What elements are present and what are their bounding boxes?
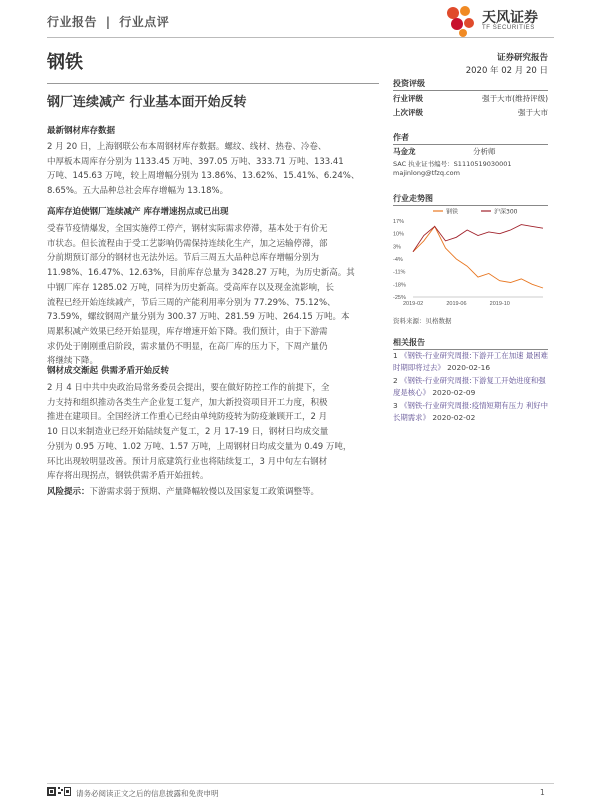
sector-title: 钢铁 [47,52,83,73]
related-report-1[interactable] [393,350,549,374]
rating-key: 上次评级 [393,108,423,117]
body-line: 2 月 4 日中共中央政治局常务委员会提出，要在做好防控工作的前提下，全 [47,383,330,393]
y-tick-label: -4% [393,257,403,263]
body-line: 流程已经开始连续减产，节后三周的产能利用率分别为 77.29%、75.12%、 [47,297,336,308]
rating-heading: 投资评级 [393,78,548,91]
legend-label: 沪深300 [494,208,518,216]
related-title[interactable]: 《钢铁-行业研究周报:下游复工开始进度和强度是核心》 [393,376,546,398]
rating-row-previous [393,107,548,118]
footer-divider [47,783,554,784]
body-line: 求仍处于刚刚重启阶段，需求量仍不明显，在高厂库的压力下，下周产量仍 [47,341,328,352]
related-date: 2020-02-16 [447,363,491,373]
related-num: 2 [393,376,398,385]
body-line: 万吨、145.63 万吨，较上周增幅分别为 13.86%、13.62%、15.41%、6.24%、 [47,171,360,182]
author-heading: 作者 [393,132,548,145]
report-date: 2020 年 02 月 20 日 [465,66,548,76]
author-name: 马金龙 [393,147,416,156]
risk-text: 下游需求弱于预期、产量降幅较慢以及国家复工政策调整等。 [89,487,320,497]
body-line: 中钢厂库存 1285.02 万吨，同样为历史新高。受高库存以及现金流影响，长 [47,282,335,293]
body-line: 11.98%、16.47%、12.63%，目前库存总量为 3428.27 万吨，为历史新高。其 [47,268,355,279]
body-line: 10 日以来制造业已经开始陆续复产复工，2 月 17-19 日，钢材日均成交量 [47,427,329,438]
rating-row-industry [393,93,548,104]
related-report-2[interactable] [393,375,549,399]
related-report-3[interactable] [393,400,549,424]
report-tag-separator: | [105,15,111,29]
report-type: 证券研究报告 [496,53,548,63]
y-tick-label: 3% [393,244,401,251]
report-category [47,13,169,30]
y-tick-label: 17% [393,219,405,225]
legend-label: 钢铁 [446,208,459,216]
related-heading: 相关报告 [393,337,548,350]
body-line: 2 月 20 日，上海钢联公布本周钢材库存数据。螺纹、线材、热卷、冷卷、 [47,142,327,152]
y-tick-label: 10% [393,231,405,238]
series-line [413,225,543,252]
author-sac: SAC 执业证书编号：S1110519030001 [393,160,512,168]
x-tick-label: 2019-10 [489,301,510,307]
chart-source: 资料来源：贝格数据 [393,317,452,325]
body-line: 环比出现较明显改善。预计月底建筑行业也将陆续复工，3 月中旬左右钢材 [47,456,328,467]
body-line: 周累积减产效果已经开始显现，库存增速开始下降。我们预计，由于下游需 [47,326,328,337]
body-line: 库存将出现拐点，钢铁供需矛盾开始扭转。 [47,471,209,482]
author-email[interactable]: majinlong@tfzq.com [393,169,460,177]
x-tick-label: 2019-02 [403,301,424,307]
body-line: 受春节疫情爆发，全国实施停工停产，钢材实际需求停滞，基本处于有价无 [47,224,328,234]
report-tag-right: 行业点评 [119,15,170,29]
section-heading: 高库存迫使钢厂连续减产 库存增速拐点或已出现 [47,207,229,217]
body-line: 力支持和组织推动各类生产企业复工复产，加大新投资项目开工力度，积极 [47,397,328,408]
author-name-row [393,146,548,157]
body-line: 73.59%，螺纹钢周产量分别为 300.37 万吨、281.59 万吨、264.15 万吨。本 [47,312,350,323]
brand-mark-icon [444,4,478,38]
risk-label: 风险提示： [47,487,90,497]
related-num: 1 [393,351,398,360]
related-date: 2020-02-09 [432,388,476,398]
rating-key: 行业评级 [393,94,423,103]
y-tick-label: -25% [393,295,406,301]
section-body [47,222,379,369]
related-num: 3 [393,401,398,410]
section-body [47,381,379,484]
brand-logo [444,4,554,40]
trend-chart [393,207,548,309]
body-line: 中厚板本周库存分别为 1133.45 万吨、397.05 万吨、333.71 万吨、133.41 [47,156,344,167]
header-divider [47,37,554,38]
qr-code-icon [47,787,71,796]
section-heading: 钢材成交渐起 供需矛盾开始反转 [47,366,169,376]
author-role: 分析师 [473,147,496,156]
related-title[interactable]: 《钢铁-行业研究周报:下游开工在加速 最困难时期即将过去》 [393,351,548,373]
body-line: 8.65%。五大品种总社会库存增幅为 13.18%。 [47,186,229,197]
y-tick-label: -11% [393,269,406,276]
trend-heading: 行业走势图 [393,193,548,206]
x-tick-label: 2019-06 [446,301,467,307]
footer-disclaimer: 请务必阅读正文之后的信息披露和免责申明 [76,789,219,798]
report-title: 钢厂连续减产 行业基本面开始反转 [47,95,247,110]
report-tag-left: 行业报告 [47,15,98,29]
trend-chart-svg [393,207,548,309]
title-underline [47,83,379,84]
body-line: 分别为 0.95 万吨、1.02 万吨、1.57 万吨，上周钢材日均成交量为 0.49 万吨， [47,441,352,452]
rating-value: 强于大市(维持评级) [482,94,548,103]
body-line: 分前期预订部分的钢材也无法外运。节后三周五大品种总库存增幅分别为 [47,253,320,264]
brand-subtitle: TF SECURITIES [482,25,535,31]
related-date: 2020-02-02 [432,413,476,423]
body-line: 市状态。但长流程由于受工艺影响仍需保持连续化生产，加之运输停滞，部 [47,238,328,249]
rating-value: 强于大市 [518,108,548,117]
y-tick-label: -18% [393,282,406,289]
brand-name: 天风证券 [482,10,538,26]
section-heading: 最新钢材库存数据 [47,126,116,136]
related-title[interactable]: 《钢铁-行业研究周报:疫情短期有压力 利好中长期需求》 [393,401,548,423]
page-number: 1 [540,788,545,797]
section-body [47,140,379,199]
body-line: 将继续下降。 [47,356,99,367]
body-line: 推进在建项目。全国经济工作重心已经由单纯防疫转为防疫兼顾开工，2 月 [47,412,328,423]
risk-warning [47,485,379,500]
